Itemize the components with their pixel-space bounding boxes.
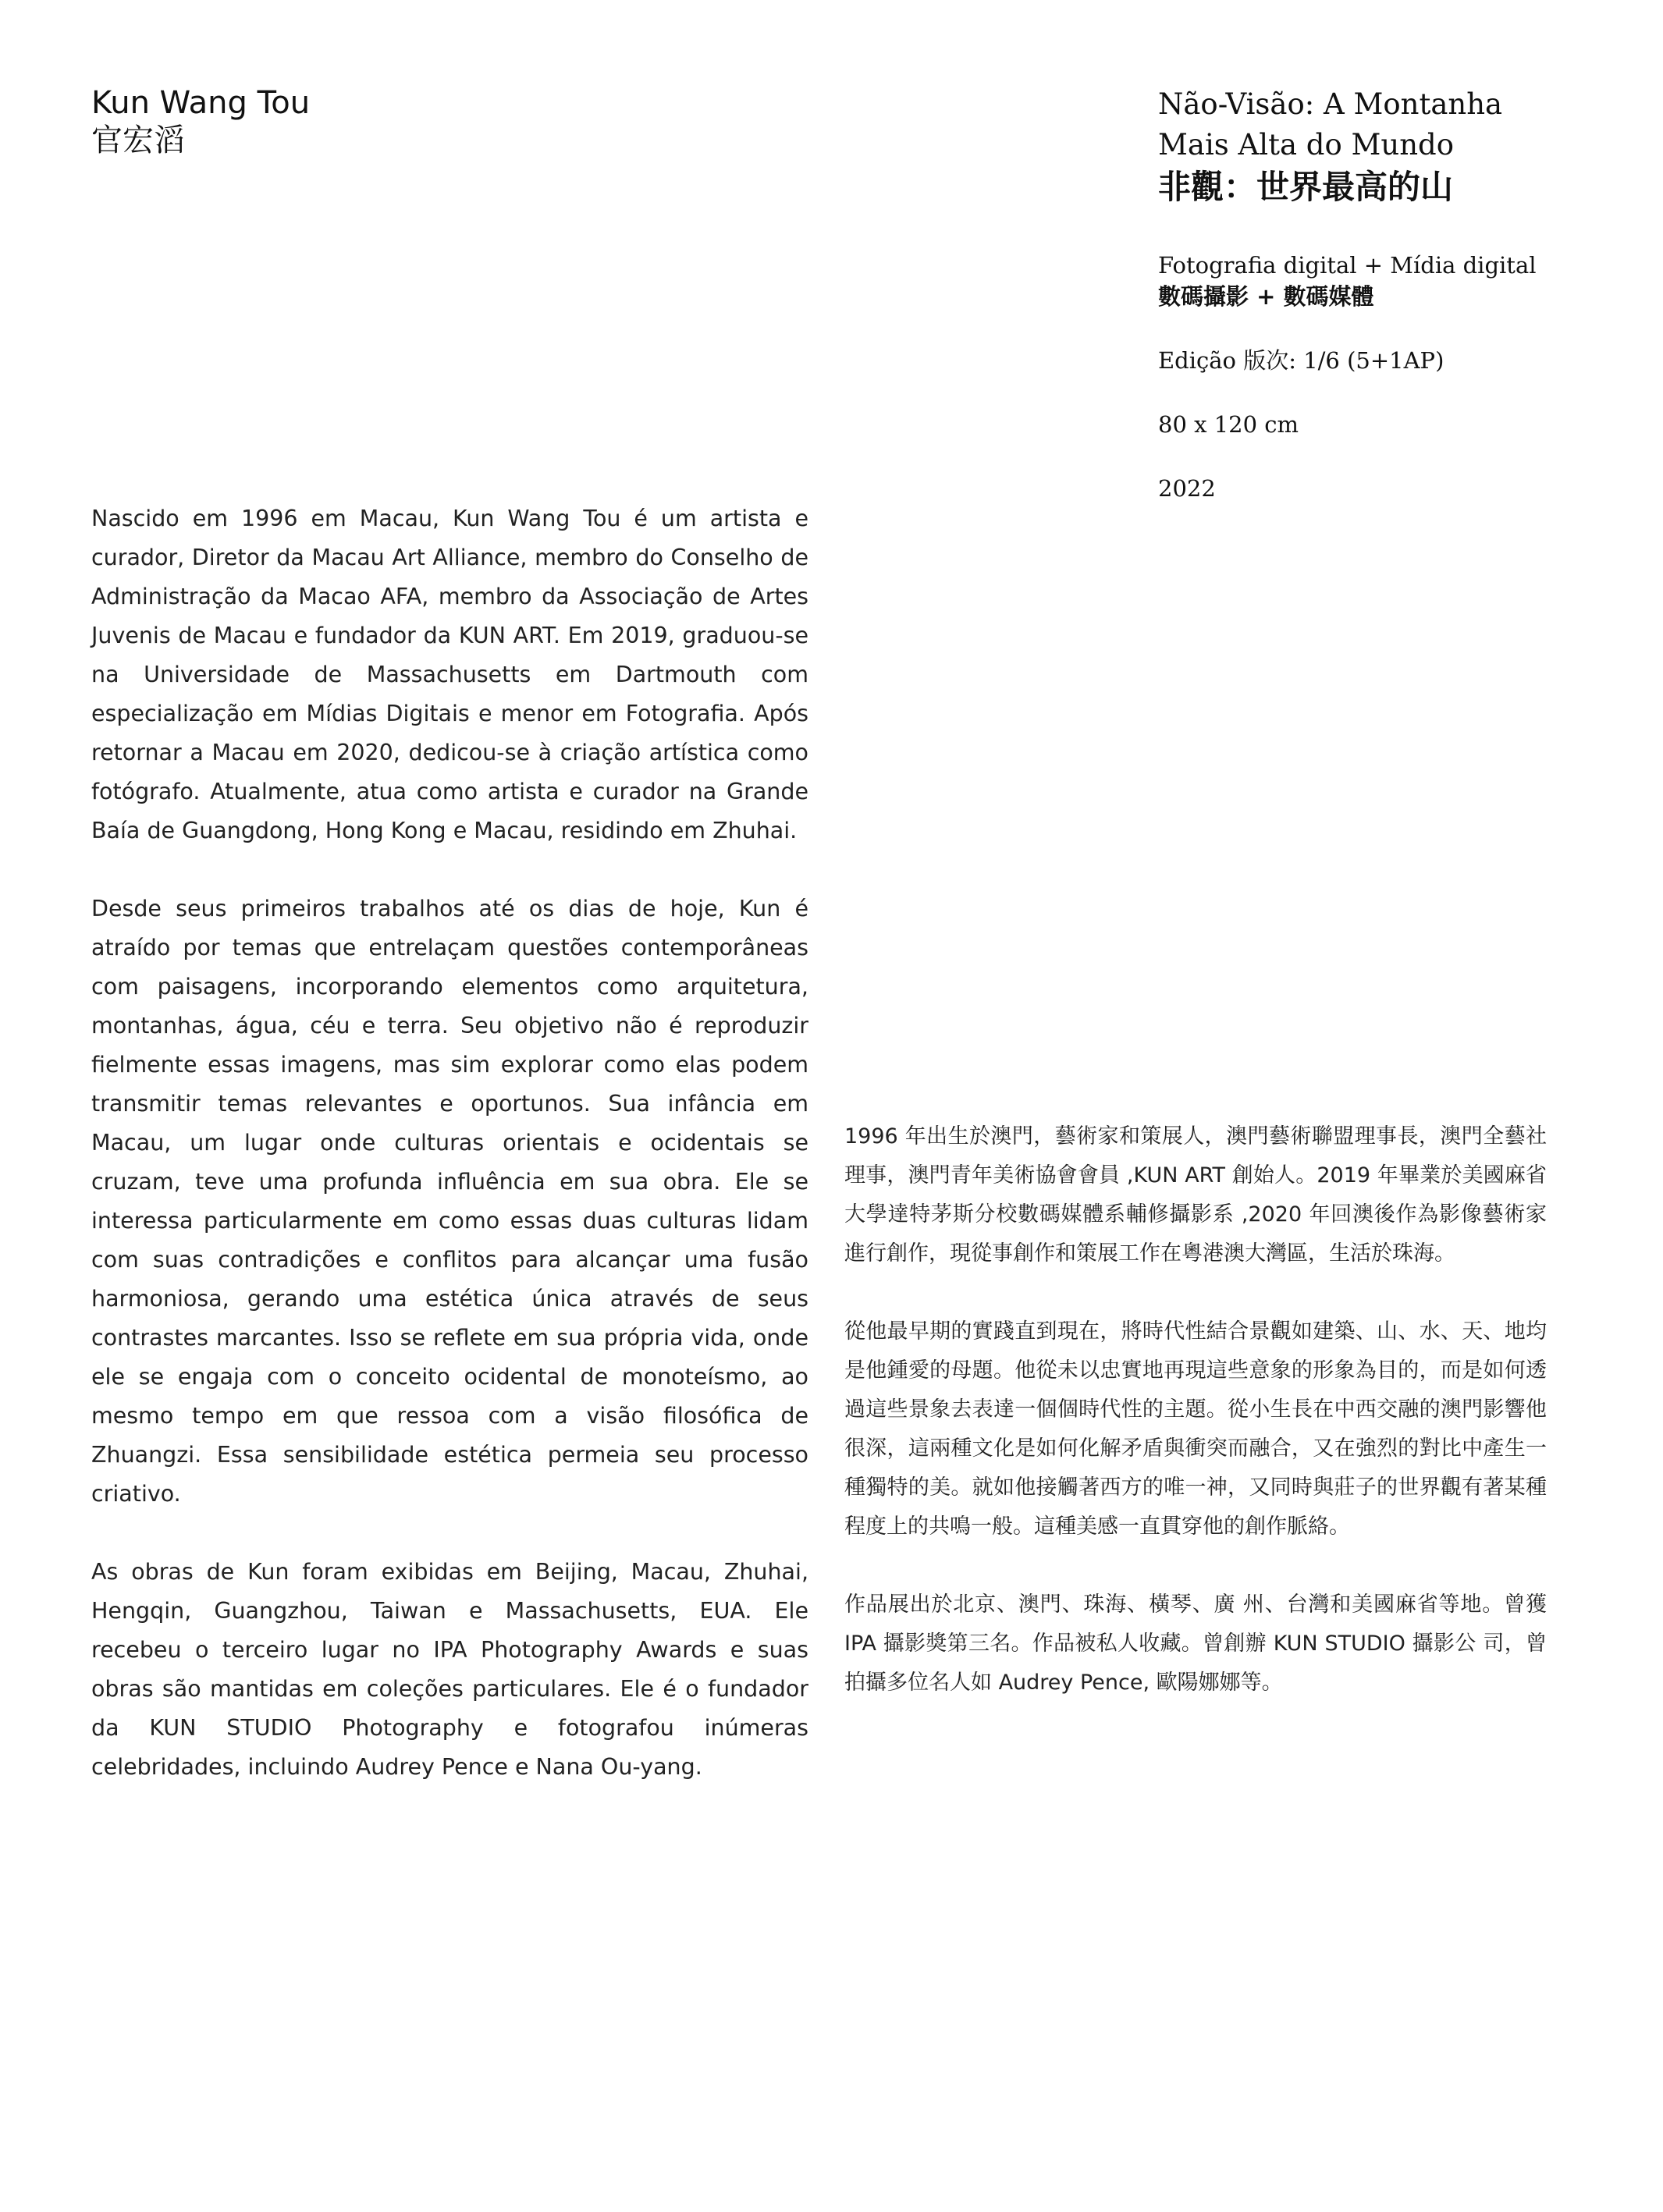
artist-header [91,84,310,159]
artwork-title-line1: Não-Visão: A Montanha [1158,87,1503,121]
bio-paragraph-zh: 1996 年出生於澳門，藝術家和策展人，澳門藝術聯盟理事長，澳門全藝社理事，澳門青年美術協會會員 ,KUN ART 創始人。2019 年畢業於美國麻省大學達特茅斯分校數碼媒體系輔修攝影系 ,2020 年回澳後作為影像藝術家進行創作，現從事創作和策展工作在粵港澳大灣區，生活於珠海。 [844,1124,1547,1266]
artist-name-zh: 官宏滔 [91,122,185,158]
artwork-year: 2022 [1158,475,1216,502]
artwork-title-zh: 非觀：世界最高的山 [1158,168,1454,206]
bio-paragraph: Desde seus primeiros trabalhos até os dias de hoje, Kun é atraído por temas que entrelaçam questões contemporâneas com paisagens, incorporando elementos como arquitetura, montanhas, água, céu e terra. Seu objetivo não é reproduzir fielmente essas imagens, mas sim explorar como elas podem transmitir temas relevantes e oportunos. Sua infância em Macau, um lugar onde culturas orientais e ocidentais se cruzam, teve uma profunda influência em sua obra. Ele se interessa particularmente em como essas duas culturas lidam com suas contradições e conflitos para alcançar uma fusão harmoniosa, gerando uma estética única através de seus contrastes marcantes. Isso se reflete em sua própria vida, onde ele se engaja com o conceito ocidental de monoteísmo, ao mesmo tempo em que ressoa com a visão filosófica de Zhuangzi. Essa sensibilidade estética permeia seu processo criativo. [91,896,808,1507]
artwork-dimensions: 80 x 120 cm [1158,411,1299,438]
artwork-details [1158,84,1595,504]
bio-paragraph: Nascido em 1996 em Macau, Kun Wang Tou é um artista e curador, Diretor da Macau Art Alliance, membro do Conselho de Administração da Macao AFA, membro da Associação de Artes Juvenis de Macau e fundador da KUN ART. Em 2019, graduou-se na Universidade de Massachusetts em Dartmouth com especialização em Mídias Digitais e menor em Fotografia. Após retornar a Macau em 2020, dedicou-se à criação artística como fotógrafo. Atualmente, atua como artista e curador na Grande Baía de Guangdong, Hong Kong e Macau, residindo em Zhuhai. [91,506,808,843]
artist-name: Kun Wang Tou [91,85,311,121]
bio-paragraph-zh: 作品展出於北京、澳門、珠海、橫琴、廣 州、台灣和美國麻省等地。曾獲 IPA 攝影獎第三名。作品被私人收藏。曾創辦 KUN STUDIO 攝影公 司，曾拍攝多位名人如 Audrey Pence, 歐陽娜娜等。 [844,1592,1547,1695]
artwork-edition: Edição 版次: 1/6 (5+1AP) [1158,347,1444,374]
artwork-medium-zh: 數碼攝影 + 數碼媒體 [1158,283,1374,310]
bio-paragraph: As obras de Kun foram exibidas em Beijing, Macau, Zhuhai, Hengqin, Guangzhou, Taiwan e Massachusetts, EUA. Ele recebeu o terceiro lugar no IPA Photography Awards e suas obras são mantidas em coleções particulares. Ele é o fundador da KUN STUDIO Photography e fotografou inúmeras celebridades, incluindo Audrey Pence e Nana Ou-yang. [91,1559,808,1780]
biography-portuguese [91,499,808,1826]
artwork-medium: Fotografia digital + Mídia digital [1158,252,1537,279]
bio-paragraph-zh: 從他最早期的實踐直到現在，將時代性結合景觀如建築、山、水、天、地均是他鍾愛的母題。他從未以忠實地再現這些意象的形象為目的，而是如何透過這些景象去表達一個個時代性的主題。從小生長在中西交融的澳門影響他很深，這兩種文化是如何化解矛盾與衝突而融合，又在強烈的對比中產生一種獨特的美。就如他接觸著西方的唯一神，又同時與莊子的世界觀有著某種程度上的共鳴一般。這種美感一直貫穿他的創作脈絡。 [844,1319,1547,1539]
biography-chinese [844,1117,1547,1742]
artwork-title-line2: Mais Alta do Mundo [1158,128,1454,162]
